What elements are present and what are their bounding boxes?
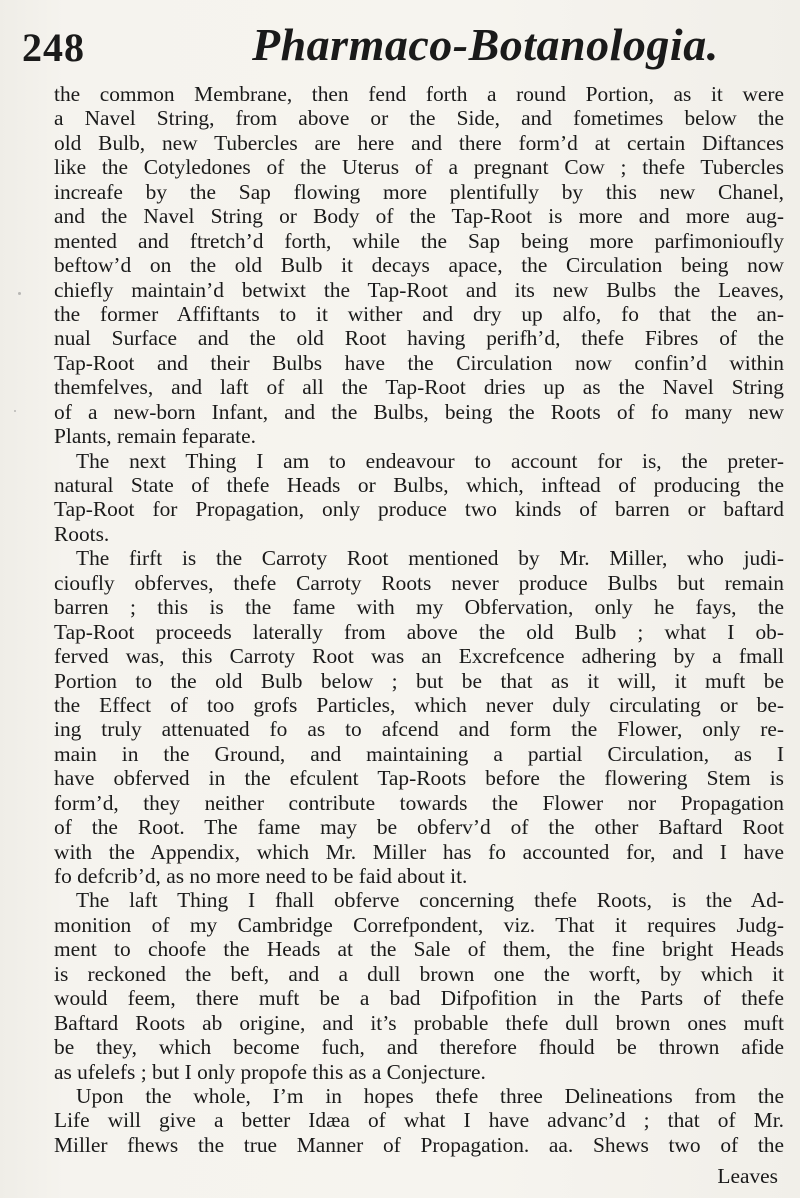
text-line: old Bulb, new Tubercles are here and there form’d at certain Diftances [54,130,784,155]
text-line: a Navel String, from above or the Side, and fometimes below the [54,106,784,131]
text-line: of the Root. The fame may be obferv’d of the other Baftard Root [54,815,784,840]
text-line: Tap-Root proceeds laterally from above the old Bulb ; what I ob- [54,619,784,644]
text-line: Life will give a better Idæa of what I have advanc’d ; that of Mr. [54,1108,784,1133]
text-line: Portion to the old Bulb below ; but be that as it will, it muft be [54,668,784,693]
text-line: like the Cotyledones of the Uterus of a pregnant Cow ; thefe Tubercles [54,155,784,180]
text-line: mented and ftretch’d forth, while the Sap being more parfimonioufly [54,228,784,253]
text-line: Miller fhews the true Manner of Propagation. aa. Shews two of the [54,1132,784,1157]
paper-speck [14,410,16,412]
text-line: natural State of thefe Heads or Bulbs, which, inftead of producing the [54,473,784,497]
text-line: form’d, they neither contribute towards the Flower nor Propagation [54,790,784,815]
text-line: ferved was, this Carroty Root was an Excrefcence adhering by a fmall [54,644,784,669]
text-line: have obferved in the efculent Tap-Roots before the flowering Stem is [54,766,784,791]
text-line: beftow’d on the old Bulb it decays apace, the Circulation being now [54,253,784,278]
text-line: Roots. [54,521,110,546]
text-line: would feem, there muft be a bad Difpofition in the Parts of thefe [54,986,784,1011]
text-line: Baftard Roots ab origine, and it’s probable thefe dull brown ones muft [54,1010,784,1035]
catchword: Leaves [717,1164,778,1188]
paper-speck [18,292,21,295]
text-line: of a new-born Infant, and the Bulbs, being the Roots of fo many new [54,399,784,424]
text-line: monition of my Cambridge Correfpondent, viz. That it requires Judg- [54,912,784,937]
text-line: nual Surface and the old Root having perifh’d, thefe Fibres of the [54,326,784,351]
text-line: The next Thing I am to endeavour to account for is, the preter- [76,448,784,473]
text-line: increafe by the Sap flowing more plentifully by this new Chanel, [54,179,784,204]
text-line: Tap-Root and their Bulbs have the Circulation now confin’d within [54,350,784,375]
running-title: Pharmaco-Botanologia. [252,19,719,70]
text-line: is reckoned the beft, and a dull brown one the worft, by which it [54,961,784,986]
text-line: ing truly attenuated fo as to afcend and form the Flower, only re- [54,717,784,742]
page-header [22,4,782,80]
body-text [54,82,784,1157]
text-line: themfelves, and laft of all the Tap-Root dries up as the Navel String [54,375,784,400]
text-line: fo defcrib’d, as no more need to be faid about it. [54,864,468,888]
page-number: 248 [22,25,85,70]
text-line: with the Appendix, which Mr. Miller has fo accounted for, and I have [54,839,784,864]
text-line: and the Navel String or Body of the Tap-Root is more and more aug- [54,204,784,229]
text-line: ment to choofe the Heads at the Sale of them, the fine bright Heads [54,937,784,962]
text-line: cioufly obferves, thefe Carroty Roots never produce Bulbs but remain [54,570,784,595]
text-line: as ufelefs ; but I only propofe this as a Conjecture. [54,1059,486,1084]
text-line: the former Affiftants to it wither and dry up alfo, fo that the an- [54,301,784,326]
text-line: Plants, remain feparate. [54,424,256,449]
text-line: The firft is the Carroty Root mentioned by Mr. Miller, who judi- [76,546,784,571]
text-line: the Effect of too grofs Particles, which never duly circulating or be- [54,692,784,717]
text-line: The laft Thing I fhall obferve concerning thefe Roots, is the Ad- [76,888,784,913]
text-line: barren ; this is the fame with my Obfervation, only he fays, the [54,595,784,620]
text-line: the common Membrane, then fend forth a round Portion, as it were [54,82,784,106]
text-line: Upon the whole, I’m in hopes thefe three Delineations from the [76,1083,784,1108]
text-line: be they, which become fuch, and therefore fhould be thrown afide [54,1035,784,1060]
text-line: chiefly maintain’d betwixt the Tap-Root and its new Bulbs the Leaves, [54,277,784,302]
text-line: main in the Ground, and maintaining a partial Circulation, as I [54,741,784,766]
text-line: Tap-Root for Propagation, only produce two kinds of barren or baftard [54,497,784,522]
